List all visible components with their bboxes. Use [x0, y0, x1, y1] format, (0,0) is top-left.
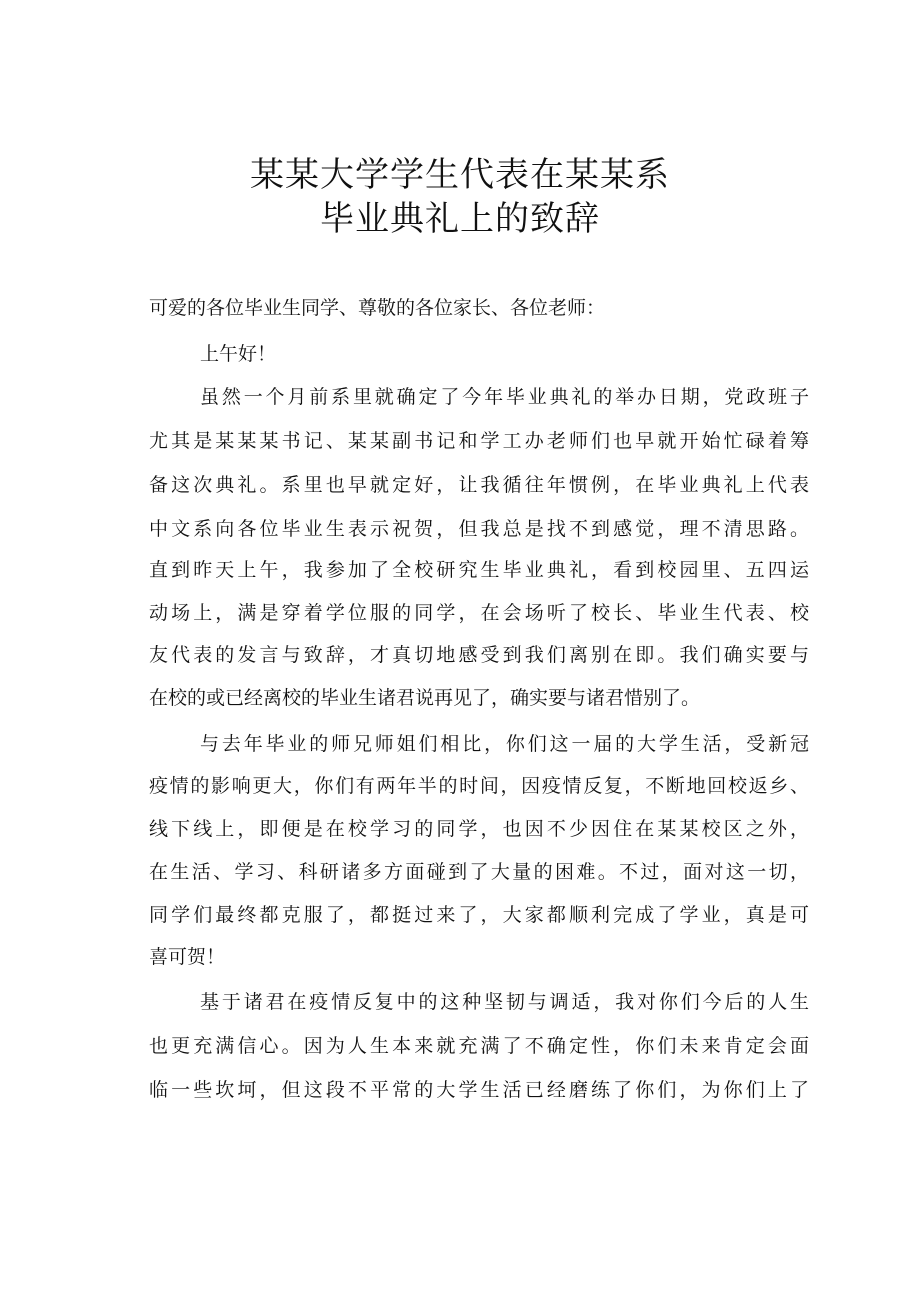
paragraph-1-line: 直到昨天上午，我参加了全校研究生毕业典礼，看到校园里、五四运	[149, 559, 809, 581]
paragraph-3-line: 基于诸君在疫情反复中的这种坚韧与调适，我对你们今后的人生	[200, 991, 809, 1013]
paragraph-3-line: 也更充满信心。因为人生本来就充满了不确定性，你们未来肯定会面	[149, 1035, 809, 1057]
paragraph-2-line: 喜可贺！	[149, 946, 226, 968]
paragraph-1-line: 备这次典礼。系里也早就定好，让我循往年惯例，在毕业典礼上代表	[149, 474, 809, 496]
paragraph-1-line: 友代表的发言与致辞，才真切地感受到我们离别在即。我们确实要与	[149, 644, 809, 666]
paragraph-1-line: 虽然一个月前系里就确定了今年毕业典礼的举办日期，党政班子	[200, 386, 809, 408]
paragraph-1-line: 尤其是某某某书记、某某副书记和学工办老师们也早就开始忙碌着筹	[149, 430, 809, 452]
document-title-line-2: 毕业典礼上的致辞	[320, 199, 600, 239]
paragraph-1-line: 动场上，满是穿着学位服的同学，在会场听了校长、毕业生代表、校	[149, 602, 809, 624]
paragraph-1-line: 中文系向各位毕业生表示祝贺，但我总是找不到感觉，理不清思路。	[149, 518, 809, 540]
paragraph-3-line: 临一些坎坷，但这段不平常的大学生活已经磨练了你们，为你们上了	[149, 1079, 809, 1101]
salutation: 可爱的各位毕业生同学、尊敬的各位家长、各位老师：	[149, 297, 606, 319]
paragraph-2-line: 与去年毕业的师兄师姐们相比，你们这一届的大学生活，受新冠	[200, 733, 809, 755]
paragraph-2-line: 在生活、学习、科研诸多方面碰到了大量的困难。不过，面对这一切，	[149, 861, 809, 883]
paragraph-2-line: 疫情的影响更大，你们有两年半的时间，因疫情反复，不断地回校返乡、	[149, 775, 809, 797]
paragraph-1-line: 在校的或已经离校的毕业生诸君说再见了，确实要与诸君惜别了。	[149, 687, 701, 709]
paragraph-2-line: 线下线上，即便是在校学习的同学，也因不少因住在某某校区之外，	[149, 818, 809, 840]
paragraph-2-line: 同学们最终都克服了，都挺过来了，大家都顺利完成了学业，真是可	[149, 904, 809, 926]
greeting: 上午好！	[200, 343, 277, 365]
document-title-line-1: 某某大学学生代表在某某系	[250, 155, 670, 195]
